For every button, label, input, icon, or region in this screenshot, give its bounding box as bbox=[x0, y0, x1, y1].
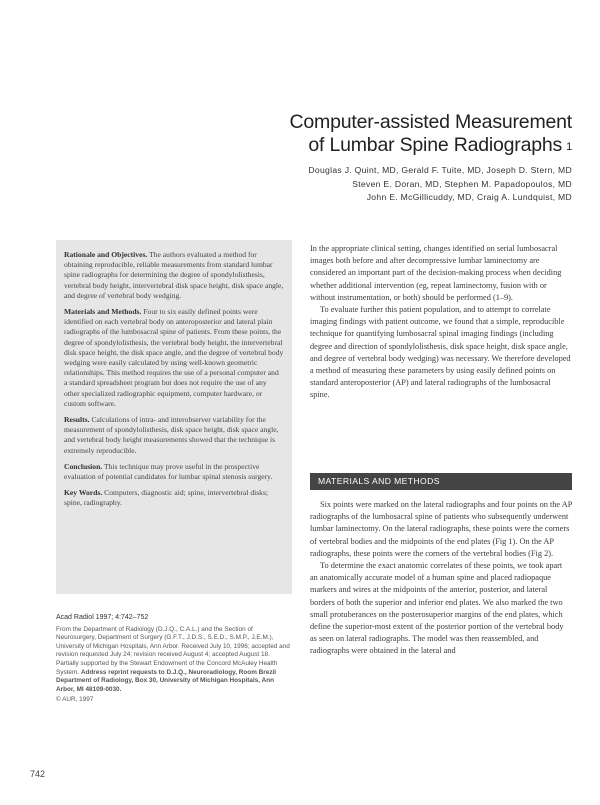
abstract-text: Computers, diagnostic aid; spine, intervertebral disks; spine, radiography. bbox=[64, 488, 269, 508]
reprint-request: Address reprint requests to D.J.Q., Neuroradiology, Room Brezil Department of Radiology, Box 30, University of Michigan Hospitals, Ann Arbor, MI 48109-0030. bbox=[56, 668, 277, 693]
body-paragraph: To determine the exact anatomic correlates of these points, we took apart an anatomically accurate model of a human spine and placed radiopaque markers and wires at the midpoints of the anterior, posterior, and lateral borders of both the superior and inferior end plates. We also marked the two small protuberances on the posterosuperior margins of the end plates, which define the superior-most extent of the posterior portion of the vertebral body as seen on lateral radiographs. The model was then reassembled, and radiographs were obtained in the lateral and bbox=[310, 561, 564, 656]
author-line: Steven E. Doran, MD, Stephen M. Papadopoulos, MD bbox=[352, 178, 572, 189]
body-paragraph: To evaluate further this patient population, and to attempt to correlate imaging findings with patient outcome, we found that a simple, reproducible technique for quantifying lumbosacral spinal imaging findings (including degree and direction of spondylolisthesis, disk space height, disk space angle, and degree of vertebral body wedging) was necessary. We therefore developed a method of measuring these parameters by using easily defined points on standard anteroposterior (AP) and lateral radiographs of the lumbosacral spine. bbox=[310, 305, 571, 400]
affiliation-text: From the Department of Radiology (D.J.Q., C.A.L.) and the Section of Neurosurgery, Department of Surgery (G.F.T., J.D.S., S.E.D., S.M.P., J.E.M.), University of Michigan Hospitals, Ann Arbor. Received July 10, 1996; accepted and revision requested July 24; revision received August 4; accepted August 18. Partially supported by the Stewart Endowment of the Concord McAuley Health System. bbox=[56, 625, 290, 676]
abstract-heading: Results. bbox=[64, 415, 90, 425]
article-footnote bbox=[56, 614, 292, 705]
affiliation-note bbox=[56, 626, 292, 695]
abstract-heading: Key Words. bbox=[64, 488, 103, 498]
journal-citation: Acad Radiol 1997; 4:742–752 bbox=[56, 614, 149, 621]
abstract-text: The authors evaluated a method for obtaining reproducible, reliable measurements from standard lumbar spine radiographs for determining the degree of spondylolisthesis, vertebral body height, intervertebral disk space height, disk space angle, and degree of vertebral body wedging. bbox=[64, 250, 284, 300]
author-line: Douglas J. Quint, MD, Gerald F. Tuite, MD, Joseph D. Stern, MD bbox=[308, 165, 572, 175]
abstract-methods bbox=[64, 307, 284, 409]
abstract-box bbox=[56, 240, 292, 594]
abstract-heading: Conclusion. bbox=[64, 461, 103, 471]
abstract-heading: Materials and Methods. bbox=[64, 307, 142, 317]
abstract-keywords bbox=[64, 488, 284, 508]
body-paragraph: Six points were marked on the lateral radiographs and four points on the AP radiographs of the lumbosacral spine of patients who subsequently underwent lumbar laminectomy. On the lateral radiographs, these points were the corners of vertebral bodies and the midpoints of the end plates (Fig 1). On the AP radiographs, these points were the corners of the vertebral bodies (Fig 2). bbox=[310, 500, 573, 558]
abstract-text: Four to six easily defined points were identified on each vertebral body on anteroposterior and lateral plain radiographs of the lumbosacral spine of patients. From these points, the degree of spondylolisthesis, the vertebral body height, the intervertebral disk space height, the disk space angle, and the degree of vertebral body wedging were easily calculated by using well-known geometric relationships. This method requires the use of a personal computer and a standard spreadsheet program but does not require the use of any other specialized radiographic equipment, computer hardware, or custom software. bbox=[64, 307, 284, 408]
abstract-results bbox=[64, 415, 284, 456]
page-number: 742 bbox=[30, 769, 46, 779]
title-line-2-text: of Lumbar Spine Radiographs bbox=[308, 134, 563, 156]
body-paragraph: In the appropriate clinical setting, changes identified on serial lumbosacral images both before and after decompressive lumbar laminectomy are considered an important part of the decision-making process when deciding whether additional intervention (eg, repeat laminectomy, fusion with or without instrumentation, or both) should be performed (1–9). bbox=[310, 244, 562, 302]
title-line-1: Computer-assisted Measurement bbox=[289, 111, 572, 133]
abstract-text: This technique may prove useful in the prospective evaluation of potential candidates for lumbar spinal stenosis surgery. bbox=[64, 461, 273, 482]
section-heading: MATERIALS AND METHODS bbox=[310, 473, 572, 490]
author-list bbox=[308, 164, 572, 205]
copyright: © AUR, 1997 bbox=[56, 696, 94, 704]
title-line-2 bbox=[290, 134, 572, 157]
abstract-text: Calculations of intra- and interobserver variability for the measurement of spondylolisthesis, disk space height, disk space angle, and vertebral body height measurements showed that the technique is extremely reproducible. bbox=[64, 415, 279, 455]
article-title bbox=[290, 111, 572, 157]
body-column-methods bbox=[310, 499, 572, 658]
body-column-intro bbox=[310, 243, 572, 402]
title-footnote-mark: 1 bbox=[566, 141, 572, 153]
abstract-rationale bbox=[64, 250, 284, 301]
abstract-heading: Rationale and Objectives. bbox=[64, 250, 148, 259]
abstract-conclusion bbox=[64, 462, 284, 482]
author-line: John E. McGillicuddy, MD, Craig A. Lundquist, MD bbox=[366, 192, 572, 202]
